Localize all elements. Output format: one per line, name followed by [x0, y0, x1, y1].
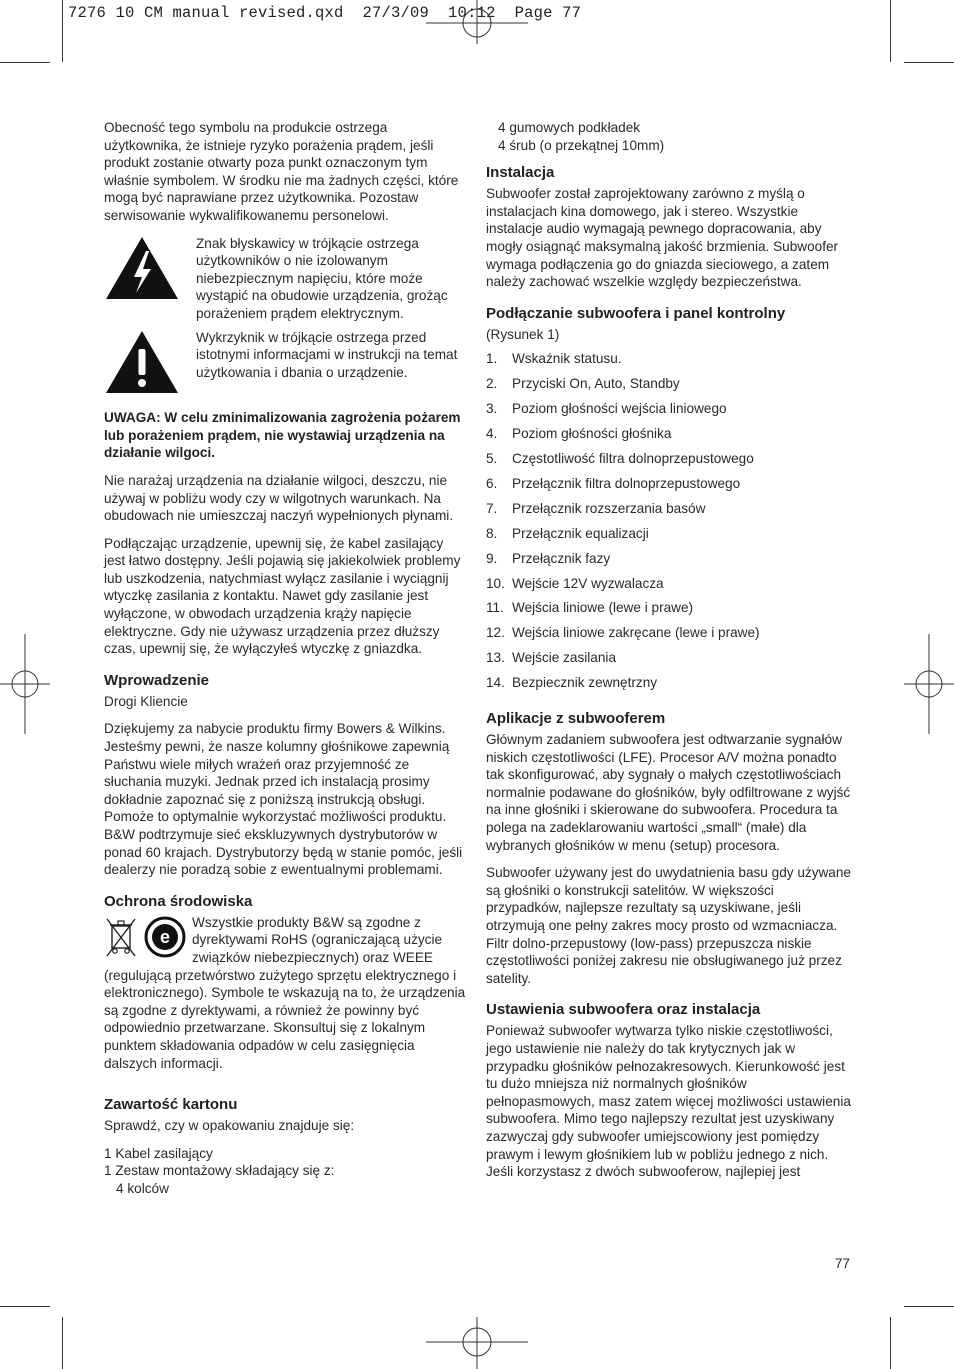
parts-list-item	[486, 372, 852, 397]
parts-list-label: Wejście 12V wyzwalacza	[512, 575, 664, 591]
parts-list-item	[486, 347, 852, 372]
parts-list-number: 5.	[486, 450, 498, 466]
applications-paragraph-1: Głównym zadaniem subwoofera jest odtwarzanie sygnałów niskich częstotliwości (LFE). Procesor A/V można ponadto tak skonfigurować, aby sygnały o małych częstotliwościach normalnie podawane do głośników, były odfiltrowane z wyjść na inne głośniki i skierowane do subwoofera. Procedura ta polega na zadeklarowaniu wartości „small“ (małe) dla wybranych głośników w menu (setup) procesora.	[486, 732, 851, 853]
applications-paragraph-2: Subwoofer używany jest do uwydatnienia basu gdy używane są głośniki o konstrukcji satelitów. W większości przypadków, najlepsze rezultaty są uzyskiwane, jeśli otrzymują one pełny zakres mocy prosto od wzmacniacza. Filtr dolno-przepustowy (low-pass) przepuszcza niskie częstotliwości poniżej zakresu nie obsługiwanego już przez satelity.	[486, 865, 851, 986]
heading-applications: Aplikacje z subwooferem	[486, 710, 666, 728]
registration-mark-top	[426, 0, 528, 44]
parts-list-number: 2.	[486, 376, 498, 392]
parts-list-item	[486, 397, 852, 422]
figure-reference: (Rysunek 1)	[486, 326, 560, 342]
installation-paragraph: Subwoofer został zaprojektowany zarówno z myślą o instalacjach kina domowego, jak i stereo. Wszystkie instalacje audio wymagają pewnego dopracowania, aby mogły osiągnąć maksymalną jakość brzmienia. Subwoofer wymaga podłączenia go do gniazda sieciowego, a zatem należy zachować wszelkie względy bezpieczeństwa.	[486, 186, 839, 290]
svg-text:e: e	[159, 926, 171, 947]
parts-list-number: 11.	[486, 600, 504, 616]
parts-list-label: Bezpiecznik zewnętrzny	[512, 675, 658, 691]
parts-list-item	[486, 596, 852, 621]
greeting: Drogi Kliencie	[104, 693, 188, 709]
crop-mark	[62, 1317, 63, 1369]
parts-list-number: 3.	[486, 401, 498, 417]
parts-list-label: Wejścia liniowe zakręcane (lewe i prawe)	[512, 625, 760, 641]
parts-list-item	[486, 447, 852, 472]
box-item: 1 Zestaw montażowy składający się z:	[104, 1163, 335, 1179]
heading-box-contents: Zawartość kartonu	[104, 1096, 238, 1114]
parts-list-item	[486, 572, 852, 597]
exclaim-warning-text: Wykrzyknik w trójkącie ostrzega przed istotnymi informacjami w instrukcji na temat użytkowania i dbania o urządzenie.	[196, 329, 458, 380]
heading-setup: Ustawienia subwoofera oraz instalacja	[486, 1001, 761, 1019]
print-slug: 7276 10 CM manual revised.qxd 27/3/09 10:12 Page 77	[68, 4, 582, 22]
parts-list-number: 8.	[486, 525, 498, 541]
parts-list-item	[486, 497, 852, 522]
heading-intro: Wprowadzenie	[104, 671, 210, 689]
environment-icons	[104, 916, 186, 960]
parts-list-label: Przyciski On, Auto, Standby	[512, 376, 680, 392]
parts-list-label: Poziom głośności głośnika	[512, 426, 672, 442]
heading-installation: Instalacja	[486, 164, 555, 182]
parts-list-item	[486, 646, 852, 671]
crop-mark	[890, 0, 891, 62]
parts-list-number: 1.	[486, 351, 498, 367]
heading-connection: Podłączanie subwoofera i panel kontrolny	[486, 304, 786, 322]
parts-list-item	[486, 522, 852, 547]
rohs-e-icon	[144, 916, 186, 958]
box-subitem: 4 śrub (o przekątnej 10mm)	[498, 137, 665, 153]
lightning-warning-row	[104, 235, 468, 323]
parts-list-label: Przełącznik fazy	[512, 550, 611, 566]
power-paragraph: Podłączając urządzenie, upewnij się, że kabel zasilający jest łatwo dostępny. Jeśli pojawią się jakiekolwiek problemy lub uszkodzenia, natychmiast wyłącz zasilanie i wyciągnij wtyczkę zasilania z kontaktu. Nawet gdy zasilanie jest wyłączone, w obwodach urządzenia krąży napięcie elektryczne. Gdy nie używasz urządzenia przez dłuższy czas, upewnij się, że wyłączyłeś wtyczkę z gniazdka.	[104, 535, 461, 657]
parts-list-number: 7.	[486, 500, 498, 516]
heading-environment: Ochrona środowiska	[104, 892, 253, 910]
thanks-paragraph: Dziękujemy za nabycie produktu firmy Bowers & Wilkins. Jesteśmy pewni, że nasze kolumny głośnikowe zapewnią Państwu wiele miłych wrażeń oraz przyjemność ze słuchania muzyki. Jednak przed ich instalacją prosimy dokładnie zapoznać się z poniższą instrukcją obsługi. Pomoże to optymalnie wykorzystać możliwości produktu. B&W podtrzymuje sieć ekskluzywnych dystrybutorów w ponad 60 krajach. Dystrybutorzy będą w stanie pomóc, jeśli dealerzy nie poradzą sobie z ewentualnymi problemami.	[104, 721, 463, 878]
crop-mark	[890, 1317, 891, 1369]
exclaim-warning-row	[104, 329, 468, 400]
setup-paragraph: Ponieważ subwoofer wytwarza tylko niskie częstotliwości, jego ustawienie nie należy do tak krytycznych jak w przypadku głośników pełnozakresowych. Kierunkowość jest tu dużo mniejsza niż normalnych głośników pełnopasmowych, masz zatem więcej możliwości ustawienia subwoofera. Mimo tego najlepszy rezultat jest uzyskiwany zazwyczaj gdy subwoofer umiejscowiony jest pomiędzy prawym i lewym głośnikiem lub w pobliżu jednego z nich. Jeśli korzystasz z dwóch subwooferow, najlepiej jest	[486, 1023, 851, 1180]
caution-paragraph: UWAGA: W celu zminimalizowania zagrożenia pożarem lub porażeniem prądem, nie wystawiaj urządzenia na działanie wilgoci.	[104, 410, 461, 461]
parts-list-number: 14.	[486, 675, 505, 691]
exclamation-triangle-icon	[104, 329, 182, 400]
parts-list-item	[486, 621, 852, 646]
parts-list-number: 13.	[486, 650, 505, 666]
control-panel-parts-list	[486, 347, 852, 696]
parts-list-label: Przełącznik equalizacji	[512, 525, 649, 541]
parts-list-label: Częstotliwość filtra dolnoprzepustowego	[512, 450, 754, 466]
box-subitem: 4 gumowych podkładek	[498, 120, 641, 135]
environment-paragraph: Wszystkie produkty B&W są zgodne z dyrektywami RoHS (ograniczającą użycie związków niebezpiecznych) oraz WEEE (regulującą przetwórstwo zużytego sprzętu elektrycznego i elektronicznego). Symbole te wskazują na to, że urządzenia są zgodne z dyrektywami, a również że powinny być odpowiednio przetwarzane. Skonsultuj się z lokalnym punktem składowania odpadów w celu zasięgnięcia dalszych informacji.	[104, 914, 466, 1071]
left-column	[104, 119, 468, 1198]
parts-list-number: 10.	[486, 575, 505, 591]
lightning-warning-text: Znak błyskawicy w trójkącie ostrzega użytkowników o nie izolowanym niebezpiecznym napięciu, które może wystąpić na obudowie urządzenia, grożąc porażeniem prądem elektrycznym.	[196, 235, 448, 321]
parts-list-label: Wejście zasilania	[512, 650, 617, 666]
parts-list-label: Poziom głośności wejścia liniowego	[512, 401, 727, 417]
moisture-paragraph: Nie narażaj urządzenia na działanie wilgoci, deszczu, nie używaj w pobliżu wody czy w wilgotnych warunkach. Na obudowach nie umieszczaj naczyń wypełnionych płynami.	[104, 472, 454, 524]
parts-list-label: Przełącznik rozszerzania basów	[512, 500, 706, 516]
box-subitem: 4 kolców	[116, 1180, 169, 1196]
parts-list-item	[486, 547, 852, 572]
intro-paragraph: Obecność tego symbolu na produkcie ostrzega użytkownika, że istnieje ryzyko porażenia prądem, jeśli produkt zostanie otwarty poza punkt oznaczonym tym właśnie symbolem. W środku nie ma żadnych części, które mogą być naprawiane przez użytkownika. Pozostaw serwisowanie wykwalifikowanemu personelowi.	[104, 120, 459, 223]
registration-mark-bottom	[426, 1317, 528, 1369]
registration-mark-left	[0, 634, 50, 734]
parts-list-number: 4.	[486, 426, 498, 442]
parts-list-label: Przełącznik filtra dolnoprzepustowego	[512, 475, 741, 491]
parts-list-item	[486, 671, 852, 696]
crop-mark	[62, 0, 63, 62]
registration-mark-right	[904, 634, 954, 734]
parts-list-item	[486, 422, 852, 447]
page-number: 77	[834, 1256, 850, 1271]
parts-list-label: Wskaźnik statusu.	[512, 351, 622, 367]
crop-mark	[0, 62, 50, 63]
crop-mark	[904, 1306, 954, 1307]
crop-mark	[0, 1306, 50, 1307]
right-column	[486, 119, 852, 1191]
box-check-text: Sprawdź, czy w opakowaniu znajduje się:	[104, 1118, 355, 1134]
parts-list-number: 12.	[486, 625, 505, 641]
parts-list-label: Wejścia liniowe (lewe i prawe)	[512, 600, 694, 616]
parts-list-number: 6.	[486, 475, 498, 491]
weee-bin-icon	[104, 916, 138, 958]
crop-mark	[904, 62, 954, 63]
parts-list-item	[486, 472, 852, 497]
parts-list-number: 9.	[486, 550, 498, 566]
box-item: 1 Kabel zasilający	[104, 1145, 213, 1161]
environment-block	[104, 914, 468, 1082]
lightning-triangle-icon	[104, 235, 182, 323]
